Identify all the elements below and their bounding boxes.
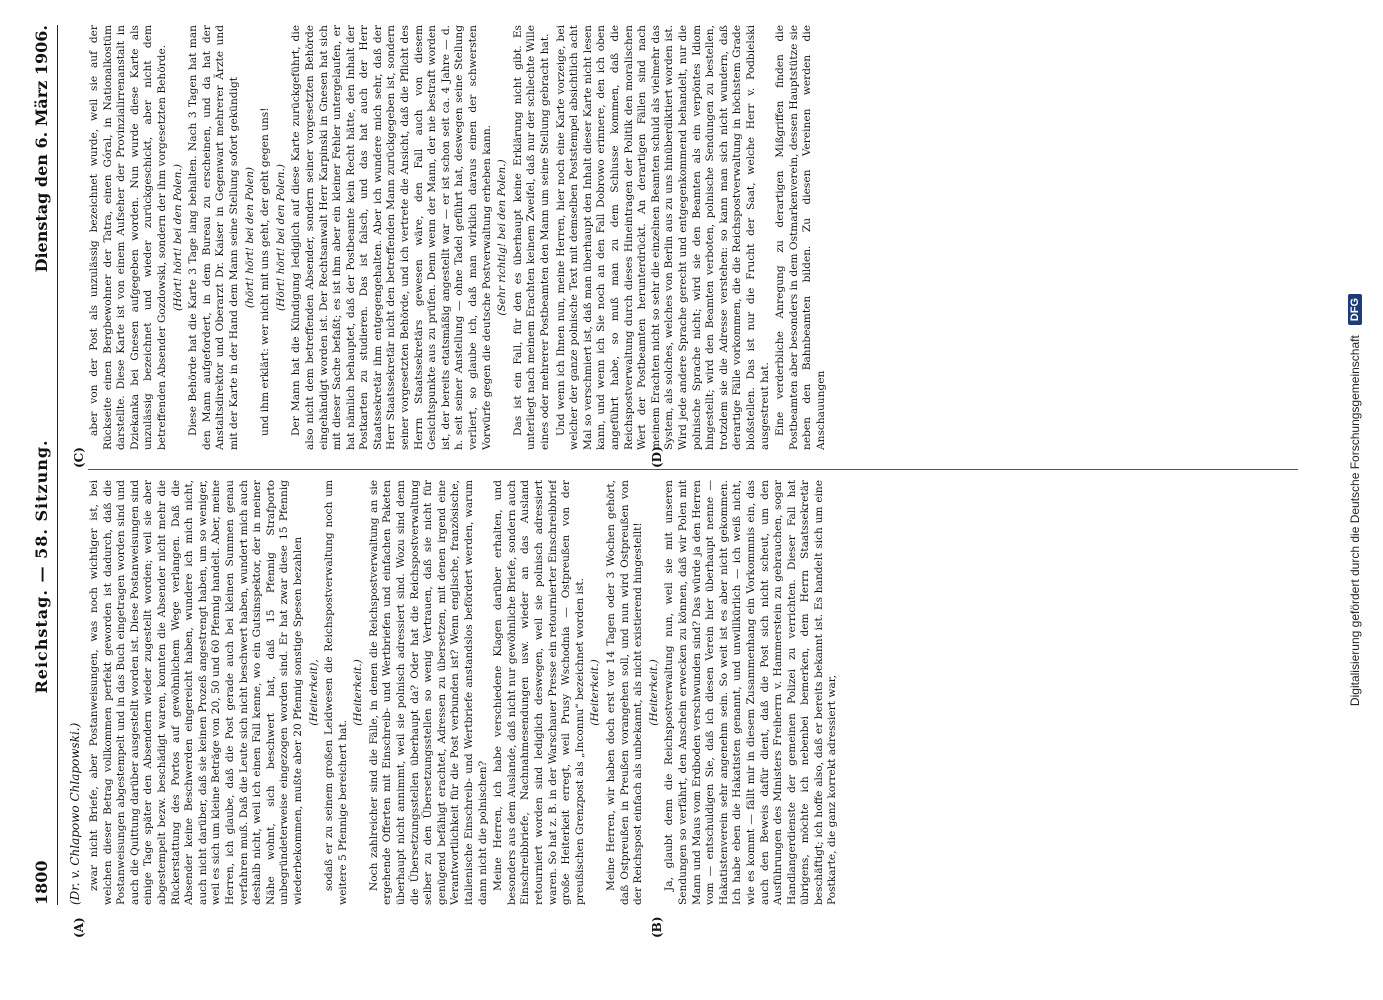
interjection: (Heiterkeit), (307, 659, 320, 726)
paragraph: Das ist ein Fall, für den es überhaupt keine Erklärung nicht gibt. Es unterliegt nach meinem Erachten keinem Zweifel, daß nur der schlechte Wille eines oder mehrerer Postbeamten den Mann um seine Stellung gebracht hat. (511, 25, 551, 450)
margin-mark-c: (C) (72, 447, 86, 468)
paragraph: zwar nicht Briefe, aber Postanweisungen, was noch wichtiger ist, bei welchen dieser Betrag vollkommen perfekt geworden ist dadurch, daß die Postanweisungen abgestempelt und in das Buch eingetragen worden sind und auch die Quittung darüber ausgestellt worden ist. Diese Postanweisungen sind einige Tage später den Absendern wieder zugestellt worden; weil sie aber abgestempelt bezw. beschädigt waren, konnten die Absender nicht mehr die Rückerstattung des Portos auf gewöhnlichem Wege verlangen. Daß die Absender keine Beschwerden eingereicht haben, wundere ich mich nicht, auch nicht darüber, daß sie keinen Prozeß angestrengt haben, um so weniger, weil es sich um kleine Beträge von 20, 50 und 60 Pfennig handelt. Aber, meine Herren, ich glaube, daß die Post gerade auch bei kleinen Summen genau verfahren muß. Daß die Leute sich nicht beschwert haben, wundert mich auch deshalb nicht, weil ich einen Fall kenne, wo ein Gutsinspektor, der in meiner Nähe wohnt, sich beschwert hat, daß 15 Pfennig Strafporto unbegründeterweise eingezogen worden sind. Er hat zwar diese 15 Pfennig wiederbekommen, mußte aber 20 Pfennig sonstige Spesen bezahlen (88, 480, 304, 905)
session-title: Reichstag. — 58. Sitzung. (32, 439, 51, 694)
margin-mark-d: (D) (650, 446, 664, 468)
interjection: (Sehr richtig! bei den Polen.) (496, 159, 509, 316)
interjection: (hört! hört! bei den Polen) (243, 166, 256, 309)
paragraph: aber von der Post als unzulässig bezeichnet wurde, weil sie auf der Rückseite einen Bergbewohner der Tatra, einen Góral, in Nationalkostüm darstellte. Diese Karte ist von einem Aufseher der Provinzialirrenanstalt in Dziekanka bei Gnesen aufgegeben worden. Nun wurde diese Karte als unzulässig bezeichnet und wieder zurückgeschickt, aber nicht dem betreffenden Absender Gozdowski, sondern der ihm vorgesetzten Behörde. (88, 25, 168, 450)
column-divider (88, 469, 1298, 470)
interjection: (Hört! hört! bei den Polen.) (274, 164, 287, 311)
paragraph: sodaß er zu seinem großen Leidwesen die Reichspostverwaltung noch um weitere 5 Pfennige bereichert hat. (323, 480, 349, 905)
paragraph: und ihm erklärt: wer nicht mit uns geht, der geht gegen uns! (259, 107, 272, 436)
paragraph: Noch zahlreicher sind die Fälle, in denen die Reichspostverwaltung an sie ergehende Offerten mit Einschreib- und Wertbriefen und einfachen Paketen überhaupt nicht annimmt, weil sie polnisch adressiert sind. Wozu sind denn die Übersetzungsstellen überhaupt da? Oder hat die Reichspostverwaltung selber zu den Übersetzungsstellen so wenig Vertrauen, daß sie nicht für genügend befähigt erachtet, Adressen zu übersetzen, mit denen irgend eine Verantwortlichkeit für die Post verbunden ist? Wenn englische, französische, italienische Einschreib- und Wertbriefe anstandslos befördert werden, warum dann nicht die polnischen? (367, 480, 489, 905)
interjection: (Hört! hört! bei den Polen.) (171, 164, 184, 311)
paragraph: Diese Behörde hat die Karte 3 Tage lang behalten. Nach 3 Tagen hat man den Mann aufgefordert, in dem Bureau zu erscheinen, und da hat der Anstaltsdirektor und Oberarzt Dr. Kaiser in Gegenwart mehrerer Ärzte und mit der Karte in der Hand dem Mann seine Stellung sofort gekündigt (187, 25, 240, 450)
interjection: (Heiterkeit.) (647, 659, 660, 726)
margin-mark-b: (B) (650, 916, 664, 938)
interjection: (Heiterkeit.) (589, 659, 602, 726)
speaker-note: (Dr. v. Chlapowo Chlapowski.) (68, 722, 82, 905)
session-date: Dienstag den 6. März 1906. (32, 25, 51, 273)
digitization-note (1335, 0, 1375, 1000)
left-column (88, 480, 1288, 905)
dfg-logo: DFG (1348, 294, 1362, 325)
page-number: 1800 (32, 860, 51, 905)
margin-mark-a: (A) (72, 917, 86, 938)
paragraph: Meine Herren, ich habe verschiedene Klagen darüber erhalten, und besonders aus dem Auslande, daß nicht nur gewöhnliche Briefe, sondern auch Einschreibbriefe, Nachnahmesendungen usw. wieder an das Ausland retourniert worden sind lediglich deswegen, weil sie polnisch adressiert waren. So hat z. B. in der Warschauer Presse ein retournierter Einschreibbrief große Heiterkeit erregt, weil Prusy Wschodnia — Ostpreußen von der preußischen Grenzpost als „Inconnu“ bezeichnet worden ist. (492, 480, 586, 905)
paragraph: Eine verderbliche Anregung zu derartigen Mißgriffen finden die Postbeamten aber besonders in dem Ostmarkenverein, dessen Hauptstütze sie neben den Bahnbeamten bilden. Zu diesen Vereinen werden die Anschauungen (774, 25, 827, 450)
paragraph: Meine Herren, wir haben doch erst vor 14 Tagen oder 3 Wochen gehört, daß Ostpreußen in Preußen vorangehen soll, und nun wird Ostpreußen von der Reichspost einfach als unbekannt, als nicht existierend hingestellt! (604, 480, 645, 905)
paragraph: Und wenn ich Ihnen nun, meine Herren, hier noch eine Karte vorzeige, bei welcher der ganze polnische Text mit demselben Poststempel absichtlich acht Mal so verschmiert ist, daß man überhaupt den Inhalt dieser Karte nicht lesen kann, und wenn ich Sie noch an den Fall Dobrowo erinnere, den ich oben angeführt habe, so muß man zu dem Schlusse kommen, daß die Reichspostverwaltung durch dieses Hineintragen der Politik den moralischen Wert der Postbeamten herunterdrückt. An derartigen Fällen sind nach meinem Erachten nicht so sehr die einzelnen Beamten schuld als vielmehr das System, als solches, welches von Berlin aus zu uns hinüberdiktiert worden ist. Wird jede andere Sprache gerecht und entgegenkommend behandelt, nur die polnische Sprache nicht; wird sie den Beamten als ein verpöntes Idiom hingestellt; wird den Beamten verboten, polnische Sendungen zu bestellen, trotzdem sie die Adresse verstehen: so kann man sich nicht wundern, daß derartige Fälle vorkommen, die die Reichspostverwaltung in höchstem Grade bloßstellen. Das ist nur die Frucht der Saat, welche Herr v. Podbielski ausgestreut hat. (554, 25, 771, 450)
interjection: (Heiterkeit.) (352, 659, 365, 726)
page-header (18, 25, 58, 905)
paragraph: Ja, glaubt denn die Reichspostverwaltung nun, weil sie mit unseren Sendungen so verfährt, den Anschein erwecken zu können, daß wir Polen mit Mann und Maus vom Erdboden verschwunden sind? Das würde ja den Herren vom — entschuldigen Sie, daß ich diesen Verein hier überhaupt nenne — Hakatistenverein sehr angenehm sein. So weit ist es aber nicht gekommen. Ich habe eben die Hakatisten genannt, und unwillkürlich — ich weiß nicht, wie es kommt — fällt mir in diesem Zusammenhang ein Vorkommnis ein, das auch den Beweis dafür dient, daß die Post sich nicht scheut, um den Ausführungen des Ministers Freiherrn v. Hammerstein zu gebrauchen, sogar Handlangerdienste der gemeinen Polizei zu verrichten. Dieser Fall hat übrigens, möchte ich nebenbei bemerken, dem Herrn Staatssekretär beschäftigt; ich hoffe also, daß er bereits bekannt ist. Es handelt sich um eine Postkarte, die ganz korrekt adressiert war, (663, 480, 839, 905)
paragraph: Der Mann hat die Kündigung lediglich auf diese Karte zurückgeführt, die also nicht dem betreffenden Absender, sondern seiner vorgesetzten Behörde eingehändigt worden ist. Der Rechtsanwalt Herr Karpinski in Gnesen hat sich mit dieser Sache befaßt; es ist ihm aber ein kleiner Fehler untergelaufen, er hat nämlich behauptet, daß der Postbeamte kein Recht hätte, den Inhalt der Postkarten zu studieren. Das ist falsch, und das hat auch der Herr Staatssekretär ihm entgegengehalten. Aber ich wundere mich sehr, daß der Herr Staatssekretär nicht den betreffenden Mann zurückgegeben ist, sondern seiner vorgesetzten Behörde, und ich vertrete die Ansicht, daß die Pflicht des Herrn Staatssekretärs gewesen wäre, den Fall auch von diesem Gesichtspunkte aus zu prüfen. Denn wenn der Mann, der nie bestraft worden ist, der bereits etatsmäßig angestellt war — er ist schon seit ca. 4 Jahre — d. h. seit seiner Anstellung — ohne Tadel geführt hat, deswegen seine Stellung verliert, so glaube ich, daß man wirklich daraus einen der schwersten Vorwürfe gegen die deutsche Postverwaltung erheben kann. (290, 25, 493, 450)
digitization-text: Digitalisierung gefördert durch die Deutsche Forschungsgemeinschaft (1348, 335, 1362, 707)
right-column (88, 25, 1288, 450)
